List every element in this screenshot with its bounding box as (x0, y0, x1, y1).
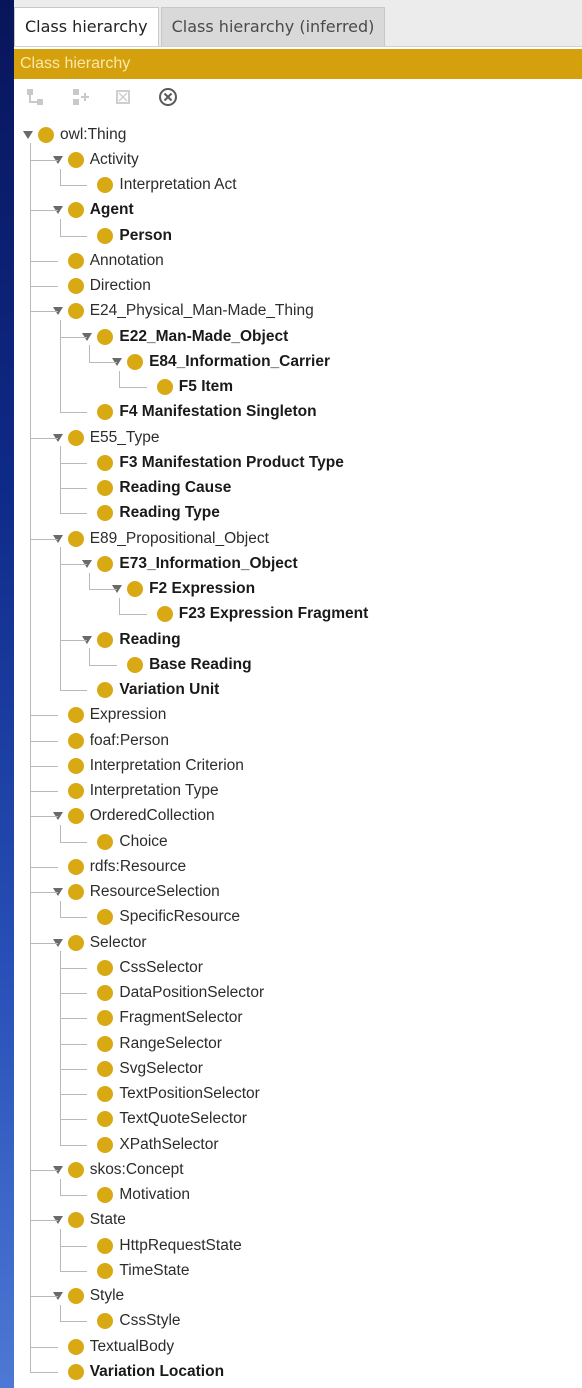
tree-item[interactable] (81, 829, 167, 854)
tree-connector (30, 766, 58, 767)
tree-item[interactable] (52, 804, 215, 829)
tree-item[interactable] (81, 905, 240, 930)
tree-connector (60, 1321, 88, 1322)
tree-item-label: Activity (89, 150, 139, 168)
class-icon (68, 733, 84, 749)
tree-connector (30, 1347, 58, 1348)
class-icon (68, 808, 84, 824)
tree-item[interactable] (52, 753, 244, 778)
tree-connector (30, 1220, 58, 1221)
class-icon (97, 480, 113, 496)
tree-connector (60, 1145, 88, 1146)
tree-item-label: foaf:Person (89, 731, 169, 749)
class-icon (157, 606, 173, 622)
tree-item-label: Interpretation Criterion (89, 756, 244, 774)
class-icon (68, 430, 84, 446)
class-icon (97, 960, 113, 976)
tree-item[interactable] (52, 779, 219, 804)
tree-item[interactable] (52, 1334, 174, 1359)
delete-class-icon[interactable] (112, 85, 136, 109)
tree-connector (30, 438, 58, 439)
class-icon (97, 1010, 113, 1026)
tree-item-label: TextualBody (89, 1337, 175, 1355)
tree-item[interactable] (52, 728, 169, 753)
tree-connector (60, 1094, 88, 1095)
tree-item-label: Base Reading (149, 655, 252, 673)
tree-item-label: FragmentSelector (119, 1009, 243, 1027)
tree-item-label: F2 Expression (149, 580, 256, 598)
tree-connector (60, 219, 61, 236)
close-circle-icon[interactable] (156, 85, 180, 109)
tree-item-label: Selector (89, 933, 147, 951)
tree-connector (30, 791, 58, 792)
tree-item[interactable] (81, 627, 180, 652)
tree-connector (30, 943, 58, 944)
tree-item-label: Variation Location (89, 1362, 225, 1380)
tree-item[interactable] (52, 425, 160, 450)
tree-item-label: F23 Expression Fragment (178, 605, 369, 623)
tree-connector (60, 951, 61, 1144)
tree-item[interactable] (81, 551, 297, 576)
class-icon (127, 354, 143, 370)
tree-item[interactable] (81, 223, 172, 248)
tree-item-label: Variation Unit (119, 681, 220, 699)
tree-item-label: E55_Type (89, 428, 160, 446)
expand-arrow-icon[interactable] (22, 129, 34, 141)
tree-item-label: E22_Man-Made_Object (119, 327, 289, 345)
class-icon (97, 1263, 113, 1279)
tree-item-label: Motivation (119, 1186, 191, 1204)
tree-item[interactable] (111, 577, 255, 602)
class-icon (68, 1288, 84, 1304)
class-icon (68, 1212, 84, 1228)
tree-connector (60, 412, 88, 413)
tree-item[interactable] (52, 854, 186, 879)
tree-connector (89, 589, 117, 590)
tree-connector (60, 1229, 61, 1271)
tree-item-label: CssStyle (119, 1312, 181, 1330)
tree-item-label: F4 Manifestation Singleton (119, 403, 317, 421)
tree-connector (60, 690, 88, 691)
tree-connector (30, 311, 58, 312)
tree-item[interactable] (81, 1006, 242, 1031)
tree-item[interactable] (52, 526, 269, 551)
tree-item[interactable] (52, 1157, 184, 1182)
tree-connector (60, 1195, 88, 1196)
class-icon (68, 884, 84, 900)
tree-item-label: skos:Concept (89, 1160, 184, 1178)
class-icon (97, 985, 113, 1001)
tree-item-label: TextQuoteSelector (119, 1110, 247, 1128)
class-icon (157, 379, 173, 395)
tree-item[interactable] (81, 324, 288, 349)
class-icon (97, 1036, 113, 1052)
class-icon (97, 632, 113, 648)
tree-connector (60, 337, 88, 338)
tree-item-label: Reading Cause (119, 479, 232, 497)
tree-connector (30, 1372, 58, 1373)
tree-connector (60, 236, 88, 237)
tree-item[interactable] (52, 930, 147, 955)
class-icon (68, 253, 84, 269)
tree-connector (30, 160, 58, 161)
class-icon (127, 657, 143, 673)
tree-item-label: F3 Manifestation Product Type (119, 453, 344, 471)
tree-item-label: Choice (119, 832, 168, 850)
tree-item-label: rdfs:Resource (89, 857, 187, 875)
tree-item-label: Agent (89, 201, 134, 219)
class-icon (68, 303, 84, 319)
add-subclass-icon[interactable] (24, 85, 48, 109)
tree-connector (30, 261, 58, 262)
class-icon (127, 581, 143, 597)
tree-item-label: SpecificResource (119, 908, 240, 926)
tree-connector (60, 547, 61, 690)
class-icon (68, 707, 84, 723)
tree-connector (60, 842, 88, 843)
tree-connector (60, 1018, 88, 1019)
class-icon (97, 177, 113, 193)
class-icon (68, 152, 84, 168)
tree-item-label: XPathSelector (119, 1135, 219, 1153)
tree-item[interactable] (52, 299, 314, 324)
tree-connector (89, 345, 90, 362)
tree-item[interactable] (81, 1258, 189, 1283)
tree-item-label: E24_Physical_Man-Made_Thing (89, 302, 314, 320)
tree-item[interactable] (52, 274, 151, 299)
class-icon (97, 1137, 113, 1153)
tree-connector (89, 665, 117, 666)
tree-item[interactable] (111, 349, 330, 374)
tree-item[interactable] (111, 652, 252, 677)
class-icon (97, 1313, 113, 1329)
tree-item-label: SvgSelector (119, 1059, 203, 1077)
class-icon (68, 859, 84, 875)
tree-item[interactable] (81, 955, 203, 980)
tree-item[interactable] (81, 1132, 218, 1157)
tree-item-label: TextPositionSelector (119, 1085, 260, 1103)
class-icon (97, 455, 113, 471)
tree-connector (60, 1246, 88, 1247)
tree-connector (60, 993, 88, 994)
tab-class-hierarchy-inferred[interactable]: Class hierarchy (inferred) (161, 7, 386, 46)
class-icon (97, 228, 113, 244)
class-icon (97, 404, 113, 420)
tree-item[interactable] (52, 248, 164, 273)
class-icon (97, 1111, 113, 1127)
tree-item-label: Interpretation Type (89, 782, 219, 800)
class-icon (68, 783, 84, 799)
tree-item-label: RangeSelector (119, 1034, 222, 1052)
tree-connector (60, 825, 61, 842)
tree-item-label: Reading Type (119, 504, 220, 522)
tree-item-label: ResourceSelection (89, 883, 220, 901)
tree-item-label: F5 Item (178, 378, 234, 396)
tree-item[interactable] (81, 678, 219, 703)
add-sibling-icon[interactable] (68, 85, 92, 109)
tree-connector (30, 816, 58, 817)
tree-connector (60, 968, 88, 969)
tree-item-label: E84_Information_Carrier (149, 352, 330, 370)
tree-connector (30, 741, 58, 742)
tree-connector (60, 640, 88, 641)
class-icon (68, 1162, 84, 1178)
tree-connector (60, 513, 88, 514)
class-icon (97, 834, 113, 850)
tree-item[interactable] (22, 122, 126, 147)
tree-item-label: Annotation (89, 251, 164, 269)
tree-item[interactable] (52, 703, 167, 728)
class-icon (97, 1187, 113, 1203)
tree-item[interactable] (81, 173, 236, 198)
tree-item-label: TimeState (119, 1261, 190, 1279)
tree-item[interactable] (52, 1359, 224, 1384)
tree-item[interactable] (52, 147, 139, 172)
class-icon (97, 556, 113, 572)
tree-connector (89, 362, 117, 363)
tree-item-label: Interpretation Act (119, 176, 237, 194)
tree-item[interactable] (81, 981, 264, 1006)
tab-bar (14, 0, 582, 47)
tree-item-label: HttpRequestState (119, 1236, 242, 1254)
tree-item-label: State (89, 1211, 126, 1229)
tree-item[interactable] (81, 501, 219, 526)
class-icon (68, 278, 84, 294)
tree-connector (30, 715, 58, 716)
tree-connector (30, 539, 58, 540)
tree-connector (30, 143, 31, 1372)
class-icon (68, 531, 84, 547)
tree-item-label: Expression (89, 706, 167, 724)
tree-item-label: E89_Propositional_Object (89, 529, 269, 547)
tree-item[interactable] (81, 1031, 222, 1056)
tree-item-label: OrderedCollection (89, 807, 215, 825)
tree-connector (60, 1305, 61, 1322)
class-icon (97, 1061, 113, 1077)
tree-connector (60, 1069, 88, 1070)
class-icon (38, 127, 54, 143)
tree-connector (60, 901, 61, 918)
tree-item[interactable] (81, 1107, 247, 1132)
tree-item-label: Style (89, 1287, 125, 1305)
tree-item-label: DataPositionSelector (119, 984, 265, 1002)
tree-item[interactable] (81, 1309, 180, 1334)
class-icon (68, 935, 84, 951)
class-icon (97, 1238, 113, 1254)
tree-item[interactable] (81, 1233, 241, 1258)
tree-connector (119, 598, 120, 615)
class-icon (97, 909, 113, 925)
class-icon (97, 682, 113, 698)
tree-connector (60, 564, 88, 565)
tree-connector (60, 1179, 61, 1196)
tree-item[interactable] (81, 450, 344, 475)
class-icon (68, 1364, 84, 1380)
class-icon (97, 1086, 113, 1102)
tree-item-label: Direction (89, 277, 151, 295)
tree-item[interactable] (81, 1183, 190, 1208)
tree-connector (60, 488, 88, 489)
tree-item[interactable] (81, 1082, 259, 1107)
tree-connector (89, 573, 90, 590)
section-title: Class hierarchy (14, 49, 582, 79)
class-icon (68, 758, 84, 774)
tree-connector (119, 614, 147, 615)
tree-connector (60, 320, 61, 412)
tree-item[interactable] (81, 476, 231, 501)
tree-item-label: CssSelector (119, 958, 203, 976)
tree-connector (60, 917, 88, 918)
tree-item[interactable] (52, 880, 220, 905)
tree-connector (60, 1119, 88, 1120)
tree-item-label: E73_Information_Object (119, 554, 298, 572)
tree-connector (119, 371, 120, 388)
tree-item[interactable] (52, 1208, 126, 1233)
tree-item-label: Reading (119, 630, 181, 648)
tree-connector (60, 185, 88, 186)
tree-connector (60, 463, 88, 464)
class-hierarchy-panel (14, 0, 582, 1388)
tree-item[interactable] (141, 375, 233, 400)
tree-connector (30, 1296, 58, 1297)
tree-item-label: Person (119, 226, 172, 244)
tree-item[interactable] (81, 1056, 203, 1081)
tree-connector (60, 446, 61, 513)
tree-connector (30, 867, 58, 868)
tree-item[interactable] (141, 602, 369, 627)
class-icon (68, 202, 84, 218)
tree-connector (30, 892, 58, 893)
tree-connector (60, 1044, 88, 1045)
tree-connector (60, 1271, 88, 1272)
tab-class-hierarchy[interactable]: Class hierarchy (14, 7, 159, 46)
class-icon (97, 505, 113, 521)
tree-connector (89, 648, 90, 665)
tree-item[interactable] (52, 1284, 124, 1309)
tree-item-label: owl:Thing (60, 125, 127, 143)
tree-connector (60, 169, 61, 186)
tree-item[interactable] (52, 198, 134, 223)
class-icon (97, 329, 113, 345)
tree-connector (30, 1170, 58, 1171)
tree-connector (30, 210, 58, 211)
toolbar (14, 79, 582, 115)
tree-item[interactable] (81, 400, 316, 425)
tree-connector (119, 387, 147, 388)
class-icon (68, 1339, 84, 1355)
tree-connector (30, 286, 58, 287)
